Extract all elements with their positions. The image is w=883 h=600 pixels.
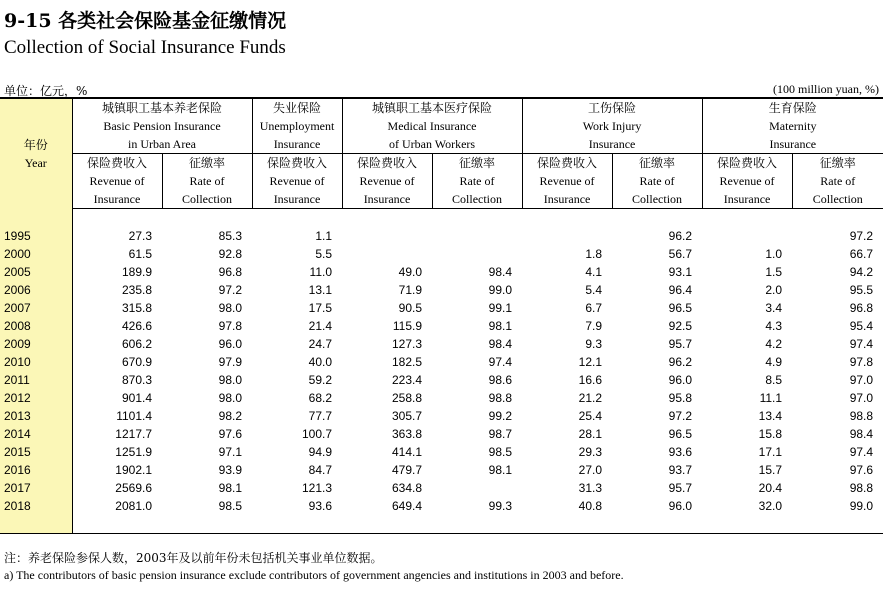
value-cell: 97.6 — [218, 427, 243, 441]
value-cell: 98.0 — [218, 301, 243, 315]
value-cell: 96.0 — [668, 373, 693, 387]
value-cell: 11.0 — [309, 265, 333, 279]
value-cell: 90.5 — [398, 301, 423, 315]
subheader-revenue — [252, 154, 342, 209]
value-cell: 670.9 — [121, 355, 152, 369]
value-cell: 40.0 — [308, 355, 333, 369]
value-cell: 235.8 — [121, 283, 152, 297]
value-cell: 99.2 — [488, 409, 513, 423]
value-cell: 1.1 — [315, 229, 333, 243]
empty-cell — [342, 515, 432, 534]
group-header-work-injury — [522, 98, 702, 154]
value-cell: 11.1 — [759, 391, 783, 405]
value-cell: 20.4 — [758, 481, 783, 495]
empty-cell — [612, 515, 702, 534]
value-cell: 4.3 — [765, 319, 783, 333]
subheader-cn: 保险费收入 — [357, 156, 418, 170]
subheader-en: Insurance — [543, 192, 591, 206]
value-cell: 305.7 — [391, 409, 423, 423]
empty-cell — [792, 515, 883, 534]
year-column-header — [0, 98, 72, 209]
value-cell: 8.5 — [765, 373, 783, 387]
value-cell: 223.4 — [391, 373, 423, 387]
year-cell: 2016 — [0, 461, 72, 479]
value-cell: 13.4 — [758, 409, 783, 423]
value-cell: 71.9 — [398, 283, 423, 297]
group-header-unemployment — [252, 98, 342, 154]
value-cell — [342, 227, 432, 245]
value-cell: 94.9 — [308, 445, 333, 459]
value-cell: 1217.7 — [115, 427, 152, 441]
footnote-chinese: 注：养老保险参保人数，2003年及以前年份未包括机关事业单位数据。 — [4, 551, 383, 565]
value-cell: 77.7 — [308, 409, 333, 423]
table-row — [0, 407, 883, 425]
value-cell: 98.6 — [488, 373, 513, 387]
value-cell: 121.3 — [301, 481, 333, 495]
group-header-en: Basic Pension Insurance — [103, 119, 221, 133]
value-cell: 98.7 — [488, 427, 513, 441]
group-header-medical — [342, 98, 522, 154]
value-cell: 634.8 — [391, 481, 423, 495]
subheader-en: Rate of — [189, 174, 225, 188]
table-bottom-rule — [0, 515, 883, 534]
value-cell: 98.8 — [849, 409, 874, 423]
value-cell: 93.6 — [308, 499, 333, 513]
table-row — [0, 335, 883, 353]
year-cell: 2006 — [0, 281, 72, 299]
group-header-en: Insurance — [769, 137, 817, 151]
value-cell: 15.7 — [758, 463, 783, 477]
value-cell: 98.1 — [488, 319, 513, 333]
value-cell: 99.0 — [849, 499, 874, 513]
year-cell: 2000 — [0, 245, 72, 263]
group-header-en: Work Injury — [582, 119, 642, 133]
subheader-rate — [792, 154, 883, 209]
subheader-cn: 征缴率 — [189, 156, 226, 170]
value-cell: 98.8 — [488, 391, 513, 405]
value-cell: 97.4 — [488, 355, 513, 369]
subheader-en: Revenue of — [269, 174, 325, 188]
year-header-en: Year — [24, 155, 47, 170]
table-body — [0, 209, 883, 534]
value-cell: 16.6 — [578, 373, 603, 387]
subheader-cn: 保险费收入 — [717, 156, 778, 170]
spacer-row — [0, 209, 883, 228]
value-cell: 97.9 — [218, 355, 243, 369]
value-cell: 93.1 — [668, 265, 693, 279]
value-cell: 99.3 — [488, 499, 513, 513]
year-cell: 1995 — [0, 227, 72, 245]
value-cell: 25.4 — [578, 409, 603, 423]
table-row — [0, 281, 883, 299]
year-cell — [0, 209, 72, 228]
value-cell: 96.4 — [668, 283, 693, 297]
table-row — [0, 245, 883, 263]
subheader-en: Revenue of — [359, 174, 415, 188]
value-cell: 98.0 — [218, 373, 243, 387]
value-cell: 97.2 — [668, 409, 693, 423]
subheader-revenue — [72, 154, 162, 209]
subheader-revenue — [702, 154, 792, 209]
year-header-cn: 年份 — [23, 137, 48, 152]
value-cell: 189.9 — [121, 265, 152, 279]
value-cell: 97.4 — [849, 337, 874, 351]
value-cell: 98.1 — [488, 463, 513, 477]
group-header-cn: 失业保险 — [273, 101, 322, 115]
value-cell: 49.0 — [398, 265, 423, 279]
value-cell: 59.2 — [308, 373, 333, 387]
value-cell: 13.1 — [308, 283, 333, 297]
value-cell: 4.9 — [765, 355, 783, 369]
year-cell: 2015 — [0, 443, 72, 461]
subheader-cn: 保险费收入 — [267, 156, 328, 170]
value-cell: 66.7 — [849, 247, 874, 261]
value-cell: 96.8 — [849, 301, 874, 315]
value-cell: 96.8 — [218, 265, 243, 279]
value-cell: 95.4 — [849, 319, 874, 333]
value-cell: 56.7 — [668, 247, 693, 261]
year-cell: 2009 — [0, 335, 72, 353]
value-cell: 97.0 — [849, 373, 874, 387]
subheader-rate — [432, 154, 522, 209]
value-cell: 93.7 — [668, 463, 693, 477]
value-cell: 3.4 — [765, 301, 783, 315]
value-cell: 17.1 — [758, 445, 783, 459]
value-cell — [702, 227, 792, 245]
value-cell: 32.0 — [758, 499, 783, 513]
unit-label-english: (100 million yuan, %) — [773, 82, 879, 96]
table-title-chinese: 9-15 各类社会保险基金征缴情况 — [4, 10, 287, 32]
group-header-en: in Urban Area — [128, 137, 196, 151]
subheader-cn: 保险费收入 — [537, 156, 598, 170]
value-cell: 97.8 — [849, 355, 874, 369]
value-cell: 115.9 — [392, 319, 423, 333]
value-cell: 15.8 — [758, 427, 783, 441]
empty-cell — [702, 515, 792, 534]
value-cell: 97.1 — [218, 445, 243, 459]
value-cell: 1.0 — [765, 247, 783, 261]
year-cell: 2008 — [0, 317, 72, 335]
subheader-en: Insurance — [723, 192, 771, 206]
value-cell — [342, 245, 432, 263]
group-header-en: Maternity — [769, 119, 817, 133]
value-cell: 97.2 — [849, 229, 874, 243]
value-cell: 95.5 — [849, 283, 874, 297]
value-cell — [432, 479, 522, 497]
group-header-en: Insurance — [588, 137, 636, 151]
value-cell: 2569.6 — [115, 481, 152, 495]
value-cell: 127.3 — [391, 337, 423, 351]
insurance-funds-table — [0, 97, 883, 534]
subheader-en: Rate of — [639, 174, 675, 188]
footnote-english: a) The contributors of basic pension insurance exclude contributors of government angencies and institutions in 2003 and before. — [4, 568, 624, 582]
value-cell: 96.2 — [668, 229, 693, 243]
value-cell: 95.8 — [668, 391, 693, 405]
value-cell: 2.0 — [765, 283, 783, 297]
value-cell: 1.5 — [765, 265, 783, 279]
empty-cell — [72, 515, 162, 534]
value-cell: 95.7 — [668, 337, 693, 351]
value-cell: 98.5 — [488, 445, 513, 459]
year-cell: 2010 — [0, 353, 72, 371]
subheader-en: Rate of — [459, 174, 495, 188]
value-cell: 9.3 — [585, 337, 603, 351]
table-row — [0, 497, 883, 515]
value-cell: 98.0 — [218, 391, 243, 405]
subheader-revenue — [522, 154, 612, 209]
value-cell: 363.8 — [391, 427, 423, 441]
table-row — [0, 353, 883, 371]
table-row — [0, 443, 883, 461]
group-header-cn: 工伤保险 — [588, 101, 637, 115]
year-cell: 2005 — [0, 263, 72, 281]
value-cell: 97.0 — [849, 391, 874, 405]
value-cell: 21.2 — [578, 391, 603, 405]
value-cell: 92.8 — [218, 247, 243, 261]
year-cell: 2011 — [0, 371, 72, 389]
empty-cell — [162, 515, 252, 534]
value-cell: 426.6 — [121, 319, 152, 333]
value-cell: 92.5 — [668, 319, 693, 333]
value-cell: 98.4 — [488, 265, 513, 279]
value-cell: 97.2 — [218, 283, 243, 297]
group-header-en: Insurance — [273, 137, 321, 151]
value-cell: 95.7 — [668, 481, 693, 495]
value-cell — [522, 227, 612, 245]
subheader-en: Insurance — [93, 192, 141, 206]
value-cell: 28.1 — [578, 427, 603, 441]
value-cell: 98.5 — [218, 499, 243, 513]
group-header-pension — [72, 98, 252, 154]
subheader-rate — [162, 154, 252, 209]
year-cell: 2014 — [0, 425, 72, 443]
value-cell: 98.8 — [849, 481, 874, 495]
value-cell: 258.8 — [391, 391, 423, 405]
table-row — [0, 317, 883, 335]
group-header-cn: 城镇职工基本养老保险 — [102, 101, 223, 115]
subheader-en: Revenue of — [539, 174, 595, 188]
subheader-en: Revenue of — [719, 174, 775, 188]
value-cell: 5.5 — [315, 247, 333, 261]
year-cell: 2007 — [0, 299, 72, 317]
value-cell: 97.6 — [849, 463, 874, 477]
value-cell: 182.5 — [391, 355, 423, 369]
empty-cell — [252, 515, 342, 534]
value-cell: 61.5 — [128, 247, 152, 261]
group-header-cn: 城镇职工基本医疗保险 — [372, 101, 493, 115]
value-cell: 24.7 — [308, 337, 333, 351]
subheader-en: Rate of — [820, 174, 856, 188]
year-cell: 2018 — [0, 497, 72, 515]
value-cell: 315.8 — [121, 301, 152, 315]
value-cell: 99.1 — [488, 301, 513, 315]
year-cell: 2017 — [0, 479, 72, 497]
subheader-en: Collection — [182, 192, 232, 206]
value-cell: 1251.9 — [115, 445, 152, 459]
value-cell — [432, 245, 522, 263]
value-cell: 96.5 — [668, 427, 693, 441]
value-cell: 100.7 — [301, 427, 333, 441]
table-row — [0, 299, 883, 317]
value-cell: 5.4 — [585, 283, 603, 297]
table-title-english: Collection of Social Insurance Funds — [4, 37, 286, 58]
value-cell: 40.8 — [578, 499, 603, 513]
subheader-cn: 征缴率 — [819, 156, 856, 170]
subheader-cn: 征缴率 — [459, 156, 496, 170]
value-cell: 98.4 — [849, 427, 874, 441]
value-cell: 29.3 — [578, 445, 603, 459]
value-cell: 1902.1 — [115, 463, 152, 477]
value-cell: 606.2 — [121, 337, 152, 351]
value-cell: 870.3 — [121, 373, 152, 387]
table-row — [0, 461, 883, 479]
value-cell: 649.4 — [391, 499, 423, 513]
subheader-en: Collection — [812, 192, 863, 206]
group-header-cn: 生育保险 — [768, 101, 817, 115]
table-row — [0, 227, 883, 245]
value-cell: 94.2 — [849, 265, 874, 279]
value-cell: 85.3 — [218, 229, 243, 243]
value-cell: 4.1 — [585, 265, 603, 279]
value-cell: 4.2 — [765, 337, 783, 351]
year-cell — [0, 515, 72, 534]
value-cell: 901.4 — [121, 391, 152, 405]
value-cell: 2081.0 — [115, 499, 152, 513]
value-cell: 17.5 — [308, 301, 333, 315]
table-row — [0, 425, 883, 443]
subheader-en: Collection — [632, 192, 683, 206]
subheader-en: Revenue of — [89, 174, 145, 188]
table-row — [0, 479, 883, 497]
value-cell: 93.6 — [668, 445, 693, 459]
value-cell: 98.4 — [488, 337, 513, 351]
value-cell: 99.0 — [488, 283, 513, 297]
value-cell: 27.3 — [128, 229, 152, 243]
group-header-en: of Urban Workers — [388, 137, 476, 151]
unit-label-chinese: 单位：亿元，% — [4, 84, 88, 98]
value-cell: 1.8 — [585, 247, 603, 261]
subheader-en: Insurance — [273, 192, 321, 206]
value-cell: 96.2 — [668, 355, 693, 369]
value-cell: 96.5 — [668, 301, 693, 315]
group-header-maternity — [702, 98, 883, 154]
value-cell: 21.4 — [308, 319, 333, 333]
value-cell: 31.3 — [578, 481, 603, 495]
subheader-en: Collection — [452, 192, 503, 206]
value-cell: 27.0 — [578, 463, 603, 477]
value-cell: 68.2 — [308, 391, 333, 405]
subheader-cn: 征缴率 — [639, 156, 676, 170]
value-cell: 6.7 — [585, 301, 603, 315]
subheader-revenue — [342, 154, 432, 209]
group-header-en: Unemployment — [259, 119, 335, 133]
empty-cell — [432, 515, 522, 534]
subheader-cn: 保险费收入 — [86, 156, 147, 170]
value-cell: 98.2 — [218, 409, 243, 423]
value-cell: 98.1 — [218, 481, 243, 495]
year-cell: 2013 — [0, 407, 72, 425]
value-cell: 97.4 — [849, 445, 874, 459]
group-header-en: Medical Insurance — [387, 119, 477, 133]
year-cell: 2012 — [0, 389, 72, 407]
table-row — [0, 389, 883, 407]
subheader-en: Insurance — [363, 192, 411, 206]
value-cell: 97.8 — [218, 319, 243, 333]
table-row — [0, 263, 883, 281]
empty-cell — [522, 515, 612, 534]
value-cell: 1101.4 — [116, 409, 152, 423]
value-cell: 479.7 — [391, 463, 423, 477]
value-cell: 414.1 — [391, 445, 423, 459]
value-cell — [432, 227, 522, 245]
value-cell: 12.1 — [578, 355, 603, 369]
value-cell: 84.7 — [308, 463, 333, 477]
value-cell: 96.0 — [218, 337, 243, 351]
value-cell: 93.9 — [218, 463, 243, 477]
value-cell: 7.9 — [585, 319, 603, 333]
value-cell: 96.0 — [668, 499, 693, 513]
table-row — [0, 371, 883, 389]
subheader-rate — [612, 154, 702, 209]
